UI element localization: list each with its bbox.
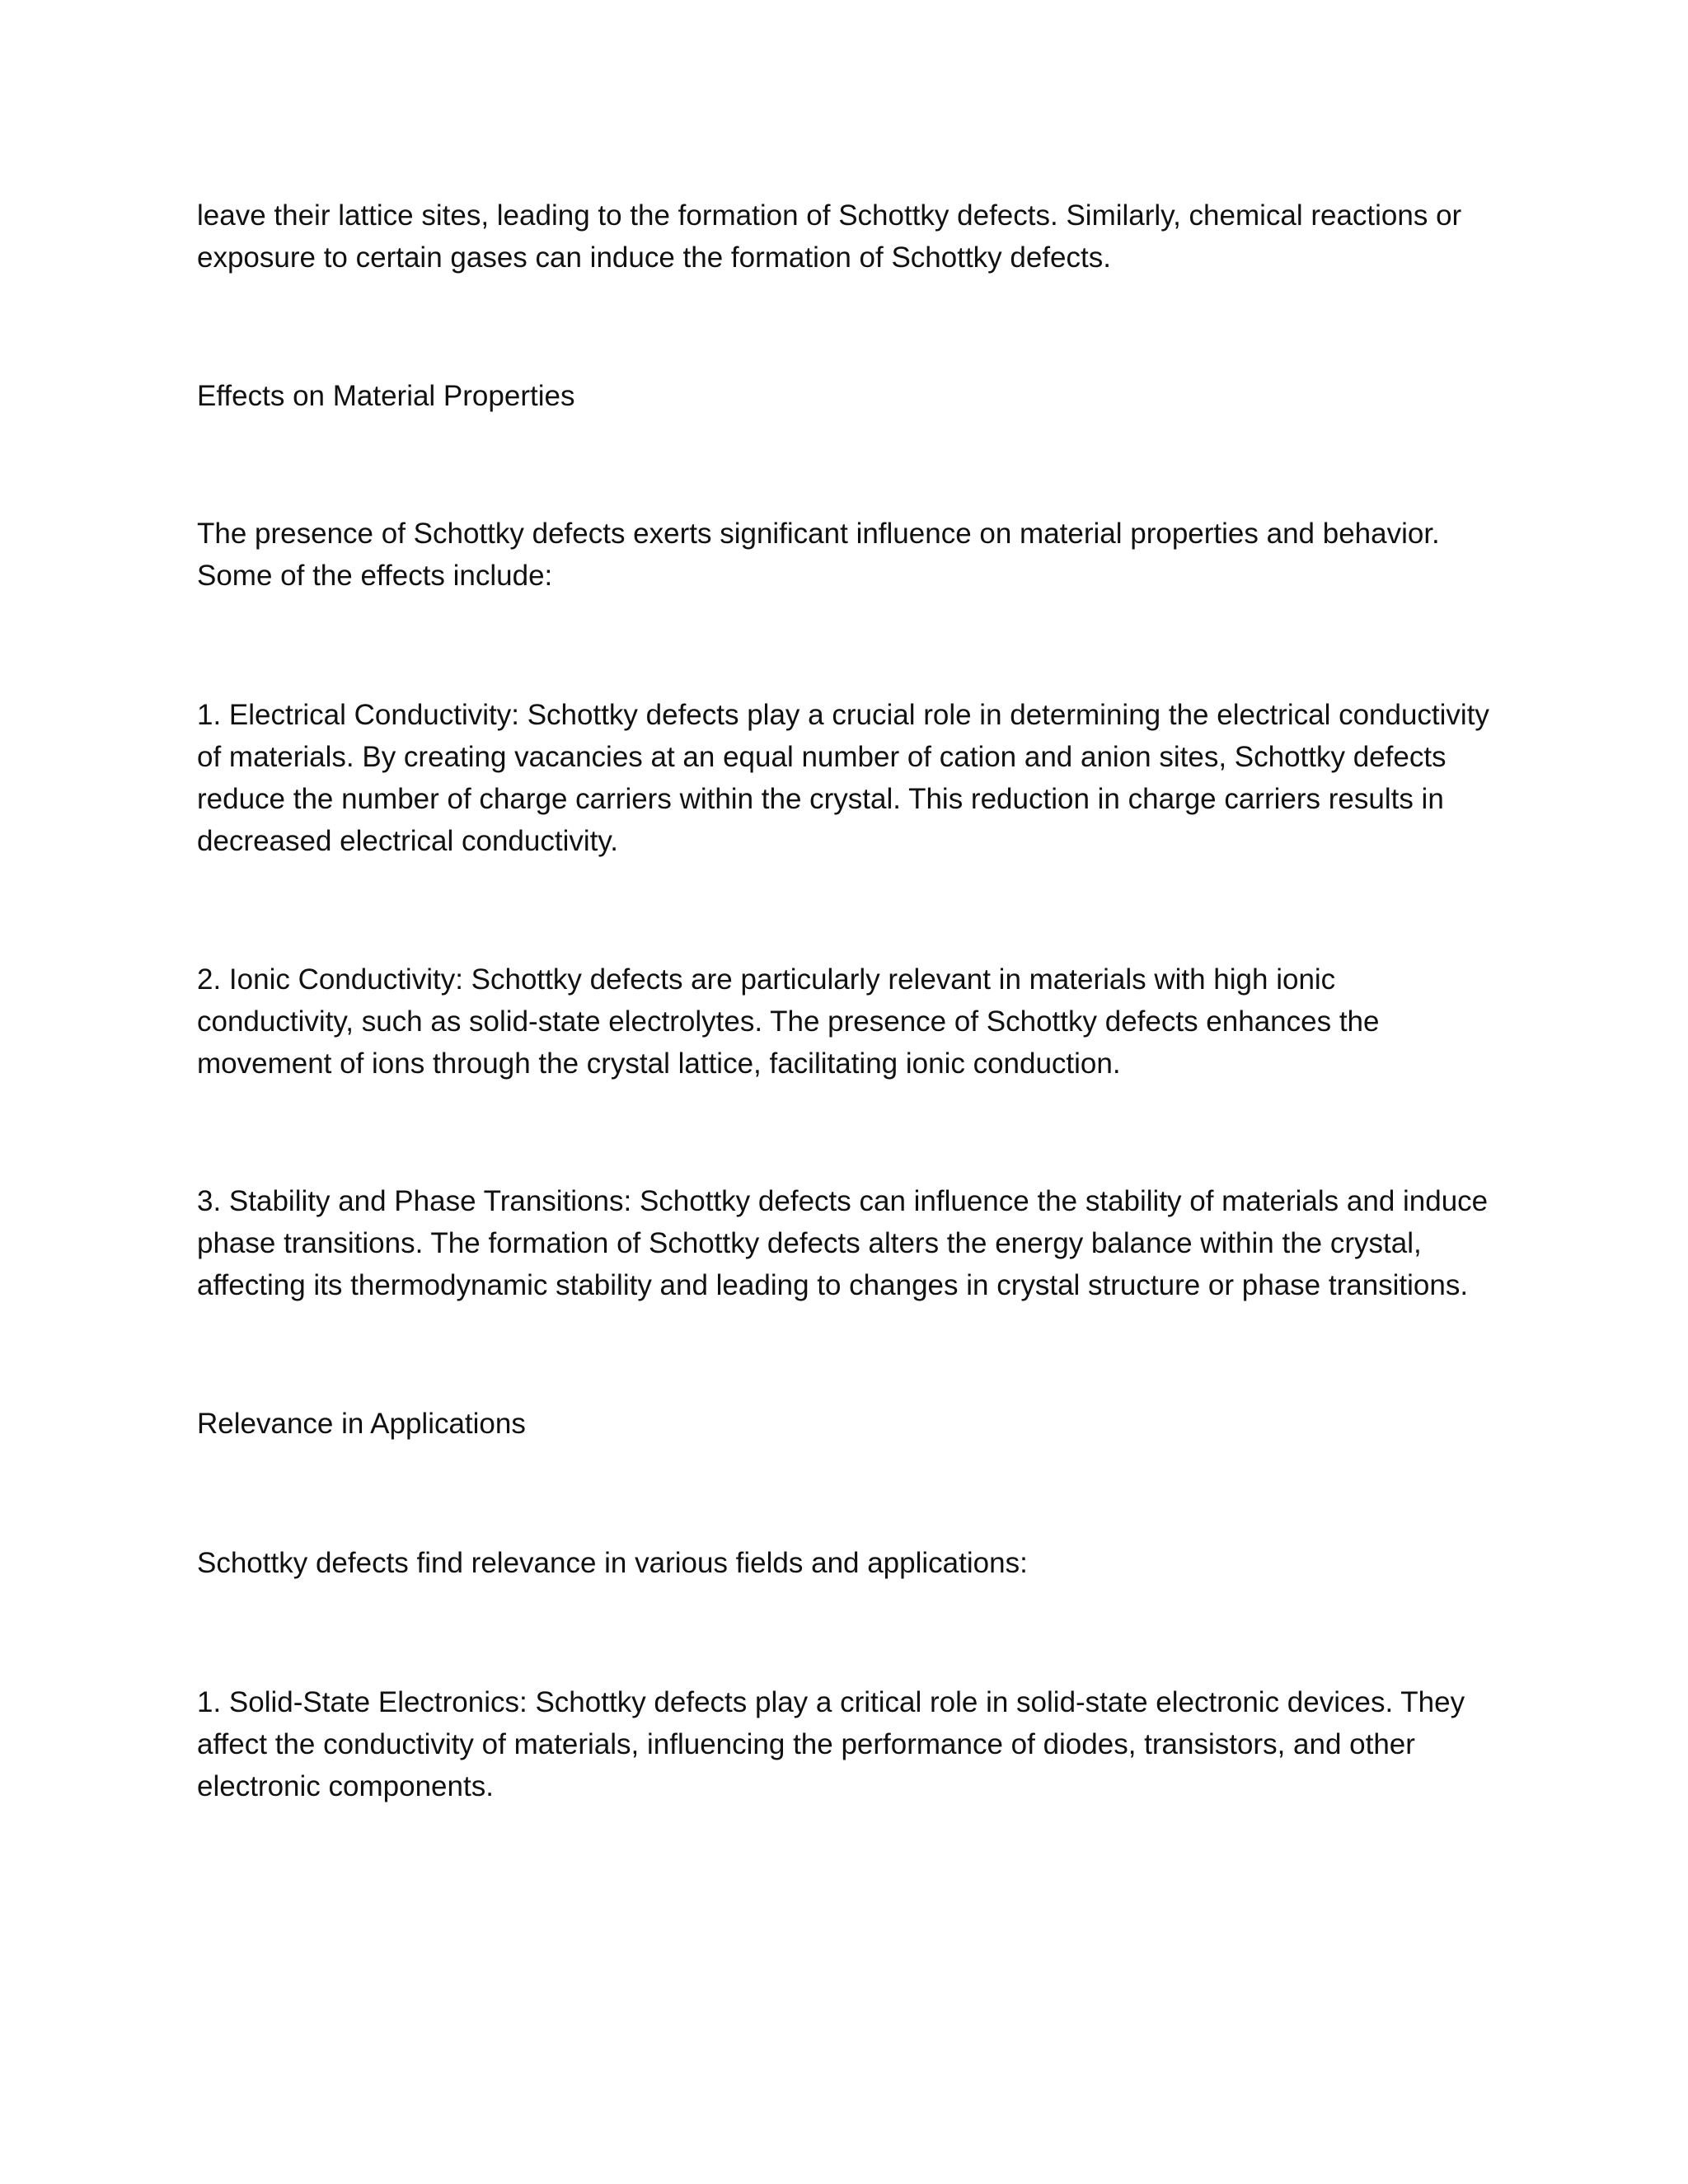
- paragraph-stability-phase-transitions: 3. Stability and Phase Transitions: Schottky defects can influence the stability of materials and induce phase transitions. The formation of Schottky defects alters the energy balance within the crystal, affecting its thermodynamic stability and leading to changes in crystal structure or phase transitions.: [197, 1185, 1489, 1301]
- paragraph-solid-state-electronics: 1. Solid-State Electronics: Schottky defects play a critical role in solid-state electronic devices. They affect the conductivity of materials, influencing the performance of diodes, transistors, and other electronic components.: [197, 1686, 1465, 1802]
- heading-effects-on-material-properties: Effects on Material Properties: [197, 380, 575, 412]
- paragraph-ionic-conductivity: 2. Ionic Conductivity: Schottky defects are particularly relevant in materials with high ionic conductivity, such as solid-state electrolytes. The presence of Schottky defects enhances the movement of ions through the crystal lattice, facilitating ionic conduction.: [197, 963, 1380, 1080]
- paragraph-electrical-conductivity: 1. Electrical Conductivity: Schottky defects play a crucial role in determining the electrical conductivity of materials. By creating vacancies at an equal number of cation and anion sites, Schottky defects reduce the number of charge carriers within the crystal. This reduction in charge carriers results in decreased electrical conductivity.: [197, 699, 1489, 857]
- paragraph-effects-intro: The presence of Schottky defects exerts significant influence on material properties and behavior. Some of the effects include:: [197, 518, 1440, 592]
- paragraph-schottky-formation: leave their lattice sites, leading to the formation of Schottky defects. Similarly, chemical reactions or exposure to certain gases can induce the formation of Schottky defects.: [197, 199, 1462, 274]
- heading-relevance-in-applications: Relevance in Applications: [197, 1408, 526, 1440]
- paragraph-applications-intro: Schottky defects find relevance in various fields and applications:: [197, 1547, 1028, 1579]
